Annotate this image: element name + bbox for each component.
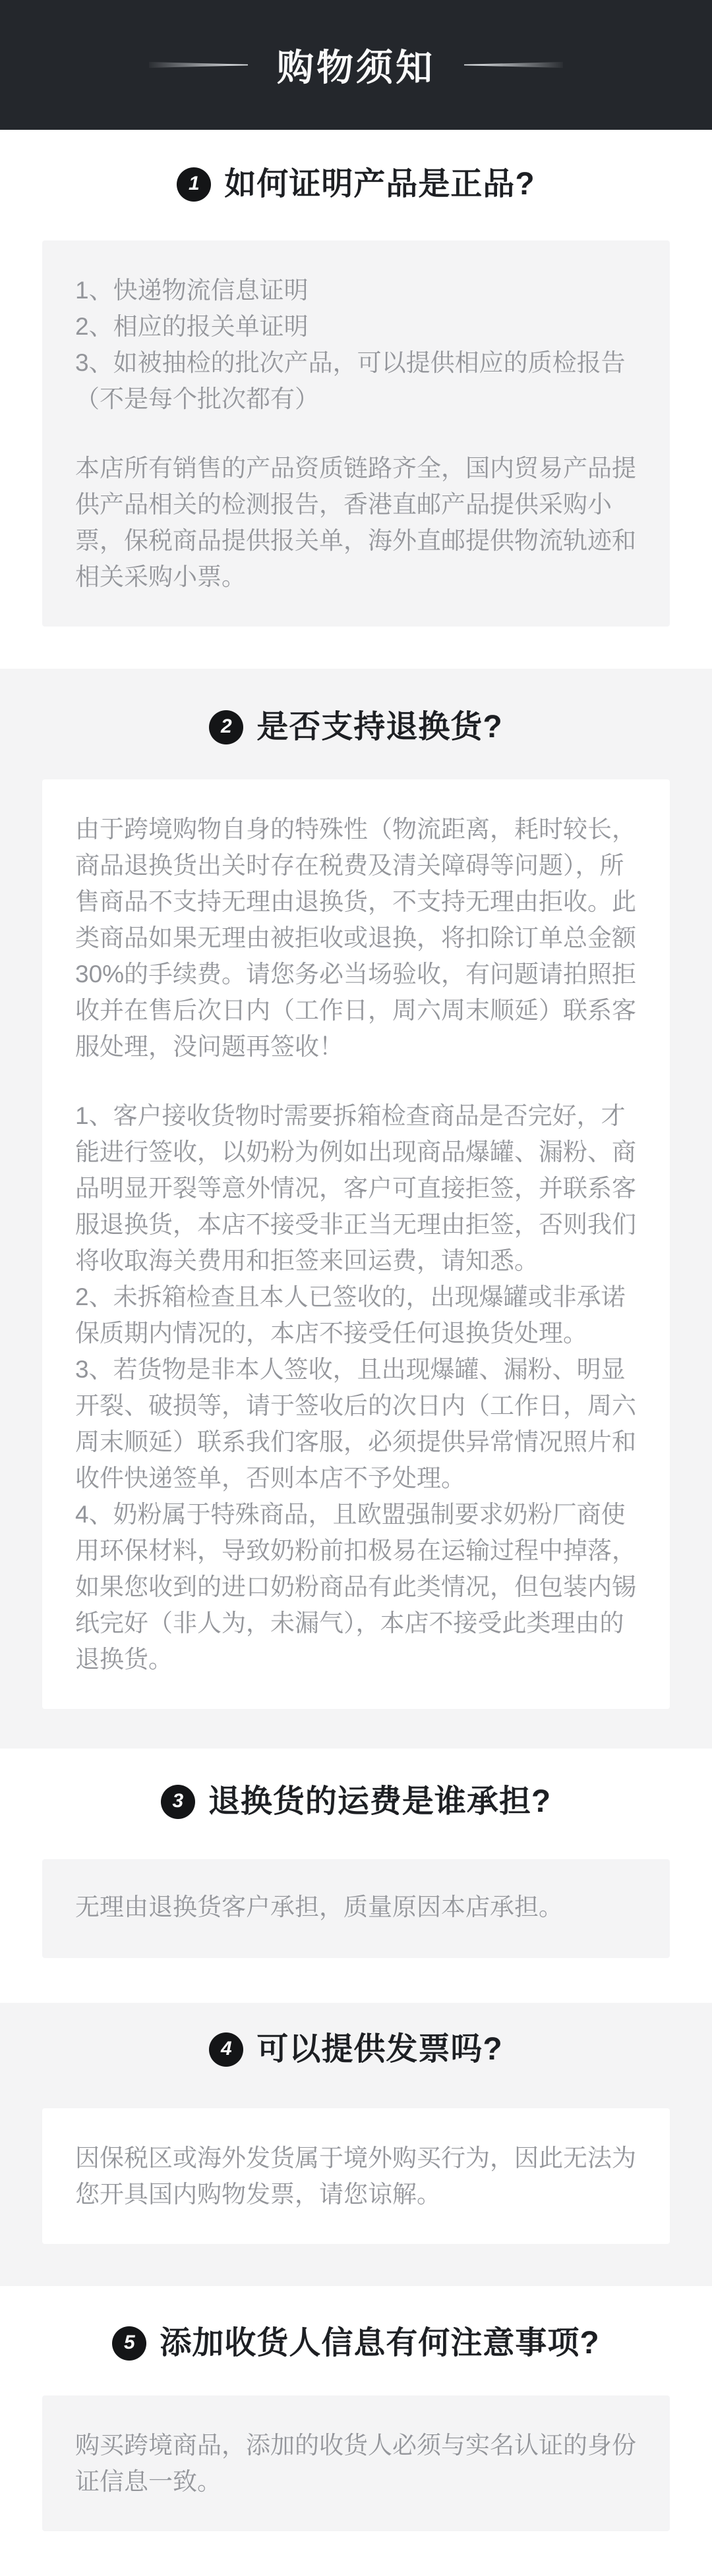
section-return-shipping-fee <box>0 1749 712 2003</box>
section-authenticity-proof <box>0 130 712 669</box>
section-5-number-badge: 5 <box>112 2326 146 2361</box>
consignee-paragraph: 购买跨境商品，添加的收货人必须与实名认证的身份证信息一致。 <box>75 2432 636 2495</box>
decorative-line-left-icon <box>149 62 248 68</box>
proof-paragraph: 本店所有销售的产品资质链路齐全，国内贸易产品提供产品相关的检测报告，香港直邮产品提供采购小票，保税商品提供报关单，海外直邮提供物流轨迹和相关采购小票。 <box>75 455 636 590</box>
shipping-fee-paragraph: 无理由退换货客户承担，质量原因本店承担。 <box>75 1893 563 1920</box>
section-4-content-box <box>42 2108 670 2244</box>
section-3-content-box <box>42 1859 670 1958</box>
section-1-number-badge: 1 <box>177 167 211 202</box>
proof-list-item: 1、快递物流信息证明 <box>75 277 309 304</box>
section-3-heading: 退换货的运费是谁承担? <box>208 1784 552 1819</box>
section-3-heading-row <box>0 1780 712 1824</box>
section-5-content-box <box>42 2395 670 2531</box>
proof-list-item: 3、如被抽检的批次产品，可以提供相应的质检报告（不是每个批次都有） <box>75 349 626 412</box>
page-header <box>0 0 712 130</box>
section-1-content-box <box>42 240 670 627</box>
return-policy-item: 2、未拆箱检查且本人已签收的，出现爆罐或非承诺保质期内情况的，本店不接受任何退换货处理。 <box>75 1283 626 1347</box>
section-return-policy <box>0 669 712 1749</box>
section-invoice <box>0 2003 712 2286</box>
page-title: 购物须知 <box>277 46 435 88</box>
return-policy-intro: 由于跨境购物自身的特殊性（物流距离，耗时较长，商品退换货出关时存在税费及清关障碍等问题），所售商品不支持无理由退换货，不支持无理由拒收。此类商品如果无理由被拒收或退换，将扣除订单总金额30%的手续费。请您务必当场验收，有问题请拍照拒收并在售后次日内（工作日，周六周末顺延）联系客服处理，没问题再签收！ <box>75 816 637 1060</box>
return-policy-item: 3、若货物是非本人签收，且出现爆罐、漏粉、明显开裂、破损等，请于签收后的次日内（工作日，周六周末顺延）联系我们客服，必须提供异常情况照片和收件快递签单，否则本店不予处理。 <box>75 1356 636 1492</box>
section-3-number-badge: 3 <box>161 1785 195 1819</box>
section-1-heading: 如何证明产品是正品? <box>224 167 535 202</box>
decorative-line-right-icon <box>464 62 563 68</box>
section-2-heading-row <box>0 706 712 749</box>
section-4-heading: 可以提供发票吗? <box>256 2032 503 2067</box>
section-5-heading: 添加收货人信息有何注意事项? <box>160 2326 600 2361</box>
section-2-heading: 是否支持退换货? <box>256 710 503 744</box>
section-4-heading-row <box>0 2028 712 2071</box>
invoice-paragraph: 因保税区或海外发货属于境外购买行为，因此无法为您开具国内购物发票，请您谅解。 <box>75 2144 636 2208</box>
section-4-number-badge: 4 <box>209 2032 243 2067</box>
return-policy-item: 1、客户接收货物时需要拆箱检查商品是否完好，才能进行签收，以奶粉为例如出现商品爆罐、漏粉、商品明显开裂等意外情况，客户可直接拒签，并联系客服退换货，本店不接受非正当无理由拒签，否则我们将收取海关费用和拒签来回运费，请知悉。 <box>75 1102 636 1274</box>
section-1-heading-row <box>0 163 712 206</box>
section-2-content-box <box>42 779 670 1709</box>
section-consignee-info <box>0 2286 712 2576</box>
return-policy-item: 4、奶粉属于特殊商品，且欧盟强制要求奶粉厂商使用环保材料，导致奶粉前扣极易在运输过程中掉落，如果您收到的进口奶粉商品有此类情况，但包装内锡纸完好（非人为，未漏气），本店不接受此类理由的退换货。 <box>75 1501 636 1673</box>
section-5-heading-row <box>0 2322 712 2365</box>
section-2-number-badge: 2 <box>209 710 243 744</box>
proof-list-item: 2、相应的报关单证明 <box>75 313 309 340</box>
